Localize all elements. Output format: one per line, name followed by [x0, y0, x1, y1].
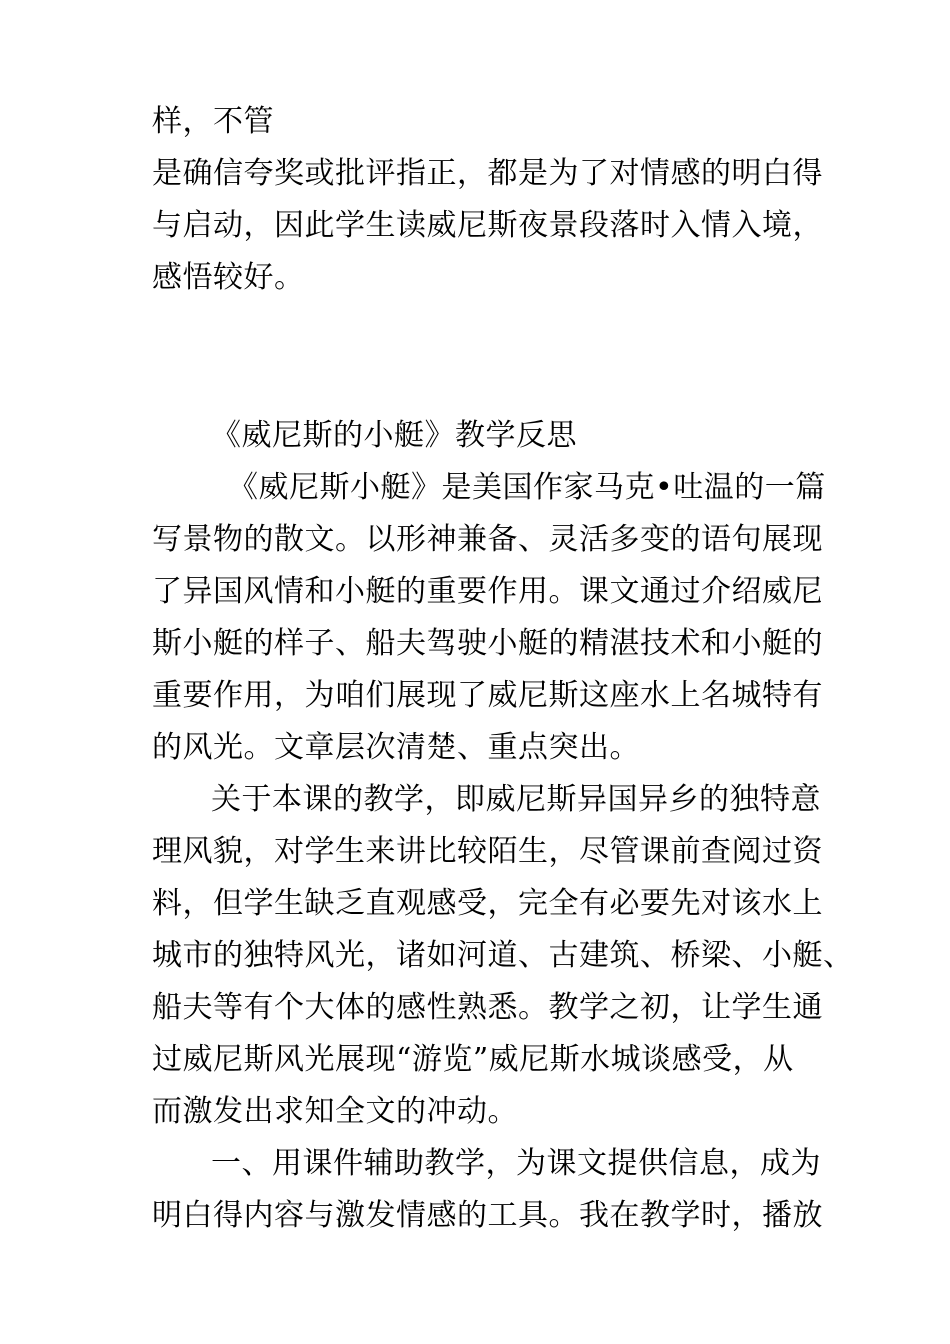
paragraph3-line-2: 明白得内容与激发情感的工具。我在教学时，播放 — [152, 1198, 823, 1233]
document-title: 《威尼斯的小艇》教学反思 — [211, 418, 577, 453]
paragraph1-line-2: 写景物的散文。以形神兼备、灵活多变的语句展现 — [152, 522, 823, 557]
paragraph1-line-1: 《威尼斯小艇》是美国作家马克•吐温的一篇 — [228, 470, 826, 505]
paragraph2-line-4: 城市的独特风光，诸如河道、古建筑、桥梁、小艇、 — [152, 938, 854, 973]
paragraph1-line-3: 了异国风情和小艇的重要作用。课文通过介绍威尼 — [152, 574, 823, 609]
continuation-line-3: 与启动，因此学生读威尼斯夜景段落时入情入境， — [152, 208, 823, 243]
paragraph1-line-4: 斯小艇的样子、船夫驾驶小艇的精湛技术和小艇的 — [152, 626, 823, 661]
continuation-line-1: 样，不管 — [152, 104, 274, 139]
paragraph2-line-5: 船夫等有个大体的感性熟悉。教学之初，让学生通 — [152, 990, 823, 1025]
paragraph1-line-5: 重要作用，为咱们展现了威尼斯这座水上名城特有 — [152, 678, 823, 713]
paragraph2-line-7: 而激发出求知全文的冲动。 — [152, 1094, 518, 1129]
paragraph3-line-1: 一、用课件辅助教学，为课文提供信息，成为 — [211, 1146, 821, 1181]
continuation-line-4: 感悟较好。 — [152, 260, 305, 295]
paragraph1-line-6: 的风光。文章层次清楚、重点突出。 — [152, 730, 640, 765]
paragraph2-line-1: 关于本课的教学，即威尼斯异国异乡的独特意 — [211, 782, 821, 817]
paragraph2-line-2: 理风貌，对学生来讲比较陌生，尽管课前查阅过资 — [152, 834, 823, 869]
continuation-line-2: 是确信夸奖或批评指正，都是为了对情感的明白得 — [152, 156, 823, 191]
paragraph2-line-3: 料，但学生缺乏直观感受，完全有必要先对该水上 — [152, 886, 823, 921]
paragraph2-line-6: 过威尼斯风光展现“游览”威尼斯水城谈感受，从 — [152, 1042, 794, 1077]
